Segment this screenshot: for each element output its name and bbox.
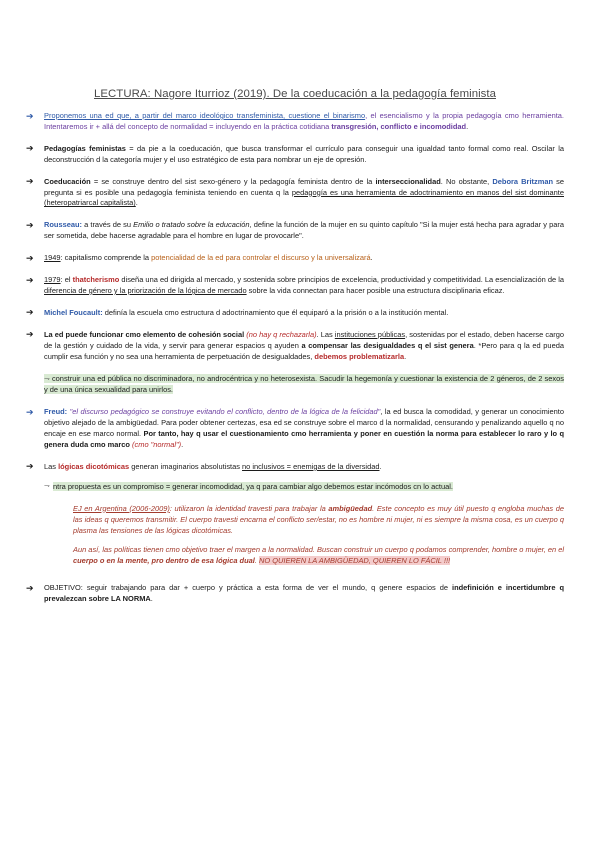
arrow-icon: ➔ [26,252,34,263]
text-span: . No obstante, [440,176,493,186]
text-span: NO QUIEREN LA AMBIGÜEDAD, QUIEREN LO FÁCIL !!! [259,556,451,566]
text-span: La ed puede funcionar cmo elemento de cohesión social [44,329,245,339]
text-span: Debora Britzman [492,176,553,186]
text-span: : capitalismo comprende la [60,253,152,263]
paragraph-1979 [26,275,564,297]
text-span: . Las [316,329,335,339]
text-span: diferencia de género y la priorización de la lógica de mercado [44,285,247,295]
text-span: definía la escuela cmo estructura d adoctrinamiento que él equiparó a la prisión o a la institución mental. [102,307,449,317]
page-title: LECTURA: Nagore Iturrioz (2019). De la coeducación a la pedagogía feminista [94,88,496,100]
text-span: Rousseau: [44,220,83,230]
text-span: interseccionalidad [375,176,441,186]
text-span: generan imaginarios absolutistas [129,461,243,471]
text-span: diseña una ed dirigida al mercado, y sostenida sobre principios de excelencia, productividad y competitividad. La esencialización de la [119,275,564,285]
arrow-icon: ➔ [26,582,34,593]
arrow-icon: ➔ [26,143,34,154]
arrow-icon: ➔ [26,176,34,187]
text-span: no inclusivos = enemigas de la diversidad [242,461,380,471]
subpoint-propuesta [26,482,564,493]
text-span: cuerpo o en la mente, pro dentro de esa lógica dual [73,556,255,566]
text-span: a través de su [82,220,134,230]
text-span: : utilizaron la identidad travesti para trabajar la [169,503,329,513]
text-span: indefinición e incertidumbre q prevalezcan sobre LA NORMA [44,583,564,604]
text-span: (cmo "normal") [129,440,182,450]
highlight-span [44,374,564,395]
text-span: . [181,440,184,450]
text-span: . [150,594,153,604]
text-span: Aun así, las políticas tienen cmo objetivo traer el margen a la normalidad. Buscan construir un cuerpo q podamos comprender, hombre o mujer, en el [73,545,564,555]
paragraph-freud [26,407,564,451]
text-span: ntra propuesta es un compromiso = generar incomodidad, ya q para cambiar algo debemos estar incómodos cn lo actual. [53,481,453,491]
text-span: . Este concepto es muy útil puesto q engloba muchas de las ideas q queremos transmitir. El cuerpo travesti encarna el conflicto ser/estar, no es hombre ni mujer, ni es siempre la misma cosa, es un cuerpo q plasma las tensiones de las lógicas dicotómicas. [73,503,564,535]
text-span: lógicas dicotómicas [58,461,130,471]
arrow-icon: ➔ [26,307,34,318]
text-span: . *Pero para q la ed pueda cumplir esa función y no sea una herramienta de perpetuación de desigualdades, [44,340,564,361]
paragraph-logicas-dicotomicas [26,462,564,473]
note-aun-asi [26,545,564,567]
text-span: . [254,556,259,566]
text-span: Pedagogías feministas [44,143,126,153]
arrow-icon: ➔ [26,329,34,340]
text-span: (no hay q rechazarla) [244,329,317,339]
text-span: EJ en Argentina (2006-2009) [73,503,170,513]
text-span: , sostenidas por el estado, deben hacerse cargo de la gestión y cuidado de la vida, y servir para generar espacios q ayuden [44,329,564,350]
text-span: a compensar las desigualdades q el sist genera [301,340,474,350]
text-span: Proponemos una ed que, a partir del marco ideológico transfeminista, cuestione el binarismo [44,111,366,120]
text-span: Las [44,461,59,471]
text-span: . [404,351,407,361]
text-span: = se construye dentro del sist sexo-género y la pedagogía feminista dentro de la [90,176,376,186]
text-span: potencialidad de la ed para controlar el discurso y la universalizará [151,253,371,263]
text-span: 1949 [44,253,61,263]
arrow-icon: ➔ [26,274,34,285]
paragraph-foucault [26,308,564,319]
text-span: OBJETIVO: seguir trabajando para dar + cuerpo y práctica a esta forma de ver el mundo, q genere espacios de [44,583,452,593]
text-span: debemos problematizarla [314,351,405,361]
text-span: Coeducación [44,176,91,186]
subpoint-construir [26,374,564,397]
text-span: Por tanto, hay q usar el cuestionamiento cmo herramienta y poner en cuestión la norma para establecer lo raro y lo q genera duda cmo marco [44,429,565,450]
text-span: pedagogía es una herramienta de adoctrinamiento en manos del sist dominante (heteropatriarcal capitalista) [44,187,564,208]
text-span: transgresión, conflicto e incomodidad [331,121,467,131]
text-span: instituciones públicas [334,329,406,339]
paragraph-proponemos [26,111,564,133]
text-span: se pregunta si es posible una pedagogía feminista teniendo en cuenta q la [44,176,565,197]
text-span: sobre la vida connectan para hacer posible una estructura disciplinaria eficaz. [246,285,505,295]
text-span: . [466,121,469,131]
text-span: "el discurso pedagógico se construye evitando el conflicto, dentro de la lógica de la felicidad" [67,407,381,417]
text-span: , el esencialismo y la propia pedagogía cmo herramienta. Intentaremos ir + allá del concepto de normalidad = incluyendo en la práctica cotidiana [44,111,564,131]
paragraph-cohesion-social [26,330,564,363]
text-span: construir una ed pública no discriminadora, no androcéntrica y no heterosexista. Sacudir la hegemonía y cuestionar la existencia de 2 géneros, de 2 sexos y de una única sexualidad para unirlos. [44,373,564,395]
text-span: , la ed busca la comodidad, y generar un conocimiento objetivo alejado de la ambigüedad. Para poder obtener certezas, esa ed se construye sobre el marco d la normalidad, censurando y penalizando aquello q no encaje en ese marco normal. [44,407,564,439]
note-argentina [26,504,564,537]
arrow-icon: ➔ [26,406,34,417]
paragraph-pedagogias-feministas [26,144,564,166]
text-span: . [370,253,373,263]
paragraph-1949 [26,253,564,264]
text-span: = da pie a la coeducación, que busca transformar el currículo para conseguir una igualdad tanto formal como real. Oscilar la deconstrucción d la categoría mujer y el uso estratégico de esta para nombrar un eje de opresión. [44,143,564,164]
text-span: Emilio o tratado sobre la educación [133,220,250,230]
arrow-icon: ➔ [26,110,34,121]
text-span: . [135,198,138,208]
text-span: : el [60,275,73,285]
sub-arrow-icon: ⇁ [44,375,52,383]
text-span: thatcherismo [72,275,120,285]
paragraph-coeducacion [26,177,564,210]
paragraph-objetivo [26,583,564,605]
sub-arrow-icon: ⇁ [44,482,50,490]
text-span: Freud: [44,407,68,417]
text-span: , define la función de la mujer en su quinto capítulo "Si la mujer está hecha para agradar y para ser sometida, debe hacerse agradable para el hombre en lugar de provocarle". [44,220,564,241]
arrow-icon: ➔ [26,219,34,230]
arrow-icon: ➔ [26,461,34,472]
text-span: ambigüedad [328,503,373,513]
paragraph-rousseau [26,220,564,242]
text-span: Michel Foucault: [44,307,103,317]
text-span: . [379,461,382,471]
text-span: 1979 [44,275,61,285]
